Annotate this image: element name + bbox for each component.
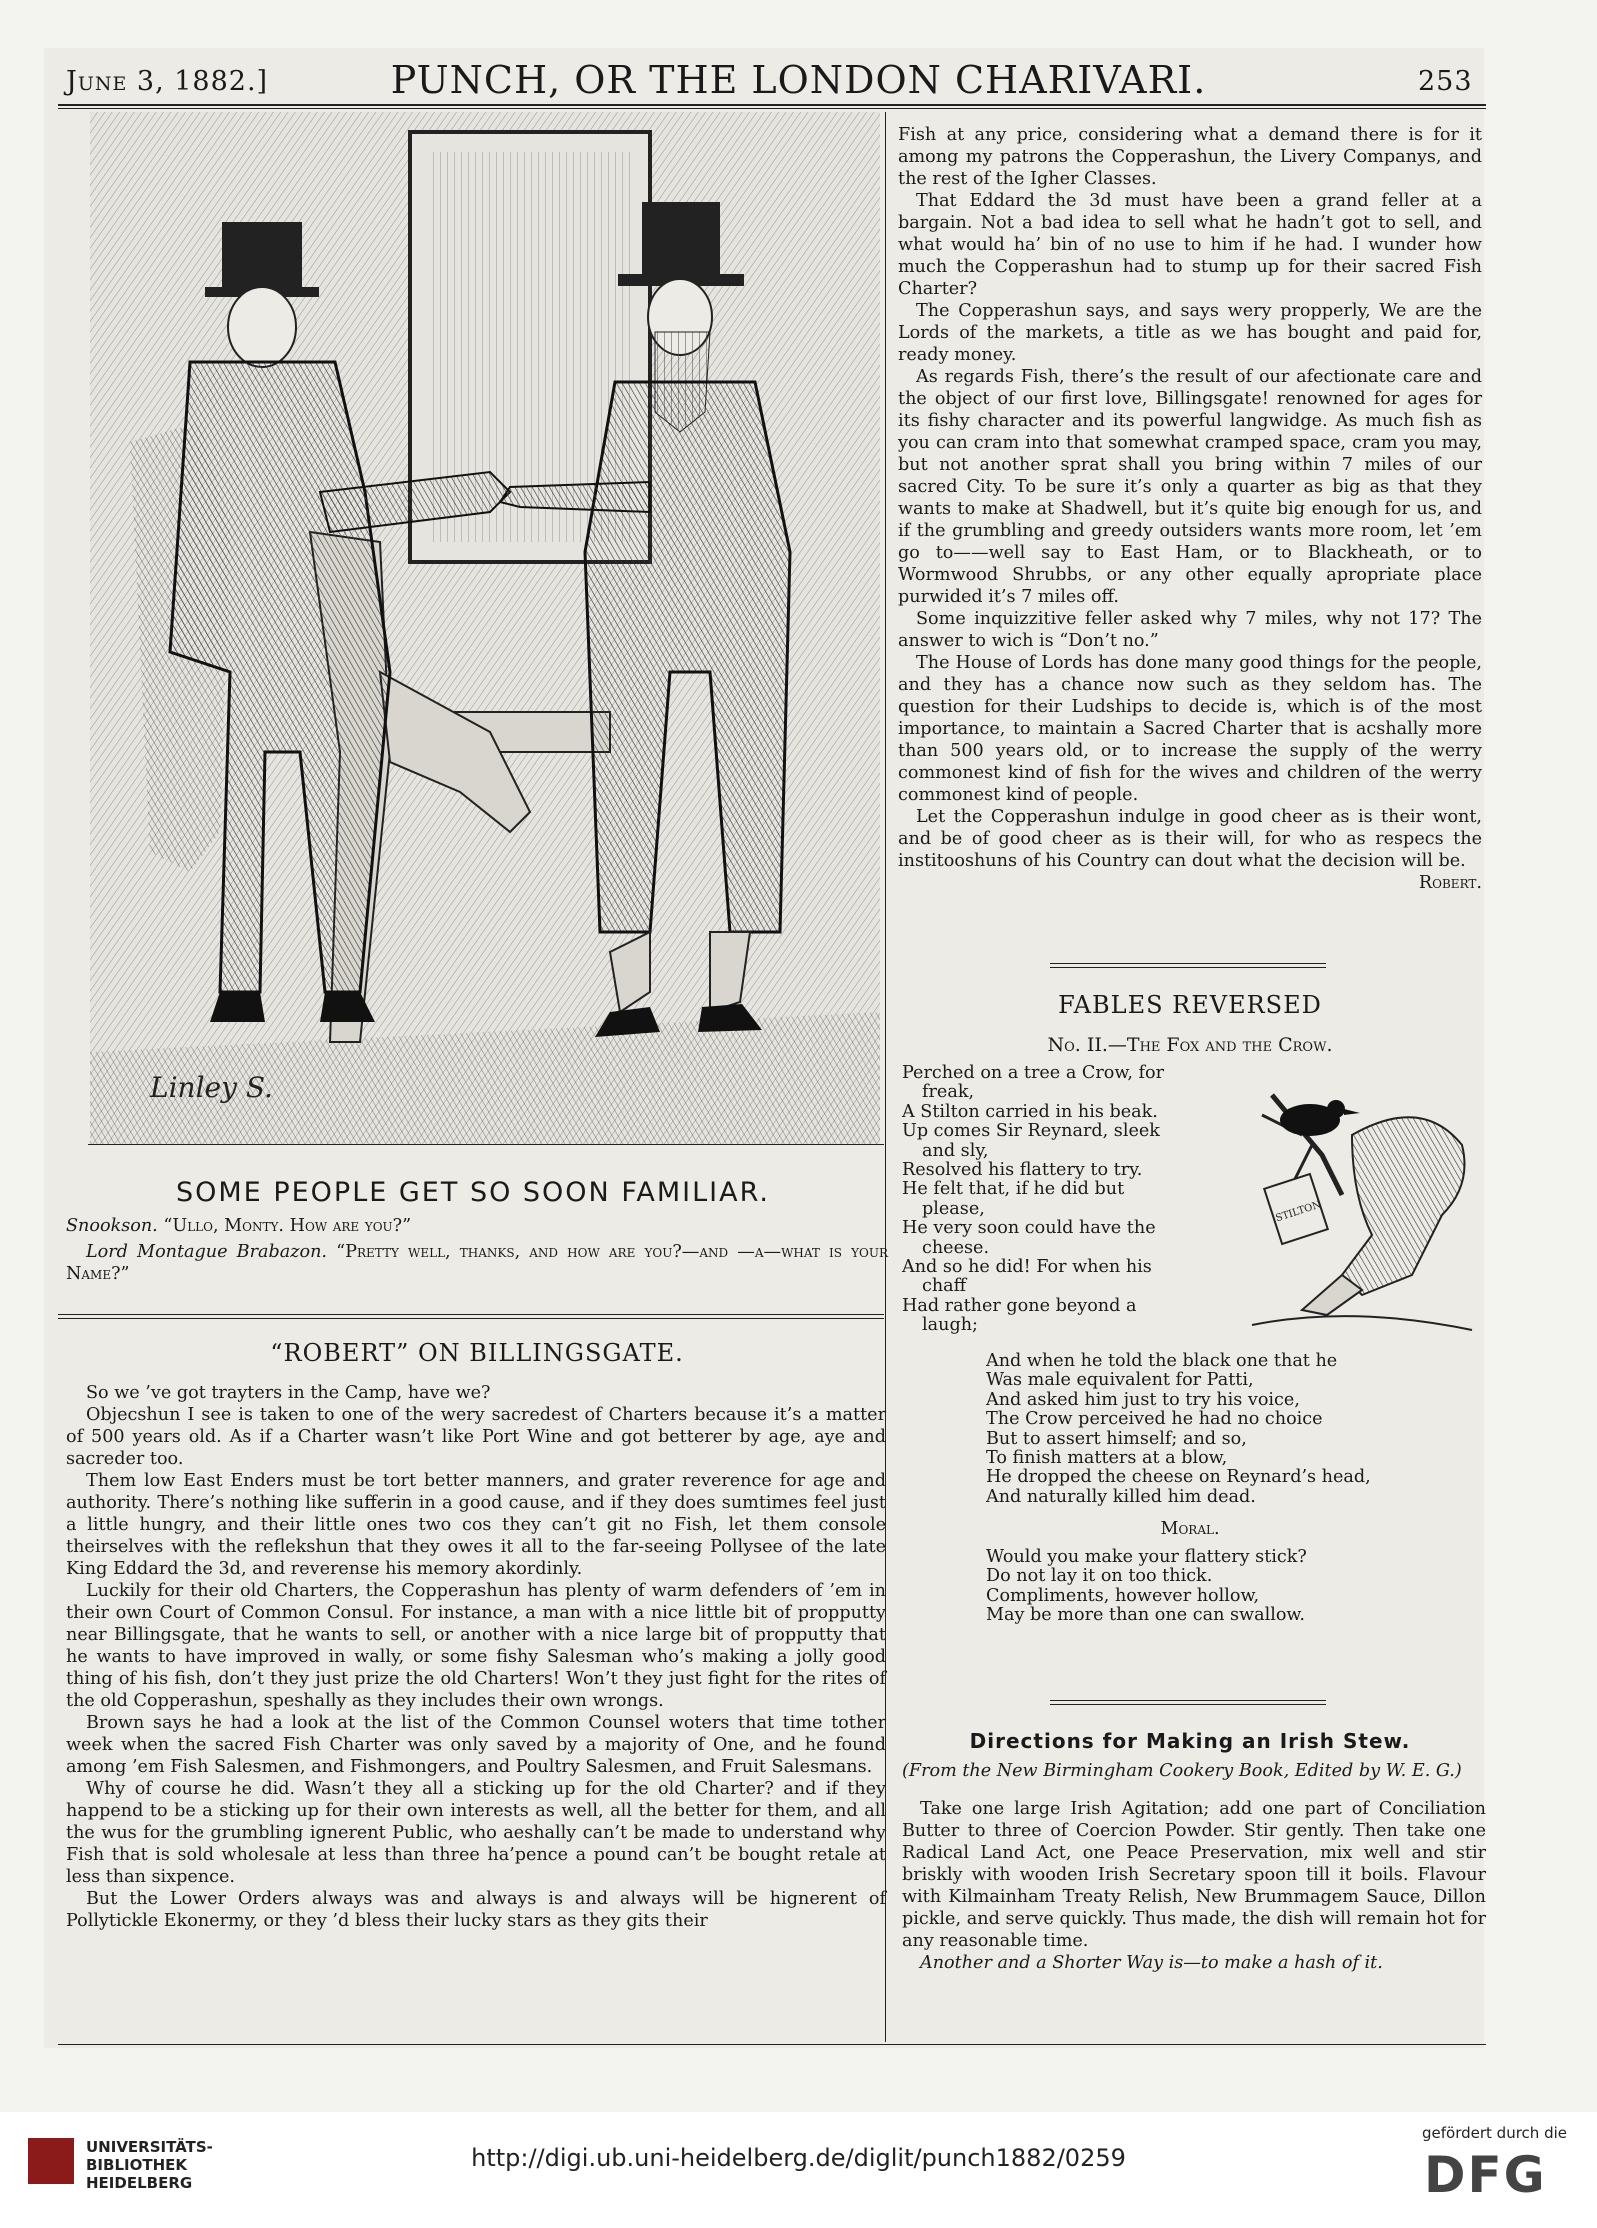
moral-line: Would you make your flattery stick?	[986, 1547, 1307, 1567]
robert-paragraph-6: Why of course he did. Wasn’t they all a sticking up for the old Charter? and if they happend to be a sticking up for their own interests as well, all the better for them, and all the wus for the grumbling ignerent Public, who aeshally can’t be made to understand why Fish that is sold wholesale at less than three ha’pence a pound can’t be bought retale at less than sixpence.	[66, 1779, 886, 1887]
speaker-snookson: Snookson.	[66, 1216, 158, 1236]
poem-line: chaff	[922, 1276, 967, 1297]
poem-line: And naturally killed him dead.	[986, 1486, 1256, 1507]
robert-paragraph-7: But the Lower Orders always was and always is and always will be hignerent of Pollytickle Ekonermy, or they ’d bless their lucky stars as they gits their	[66, 1889, 886, 1931]
library-line: UNIVERSITÄTS-	[86, 2138, 213, 2156]
page-number: 253	[1418, 66, 1473, 97]
robert-end-rule-second	[1050, 967, 1326, 968]
fables-end-rule	[1050, 1700, 1326, 1701]
poem-line: Resolved his flattery to try.	[902, 1160, 1143, 1181]
poem-line: And asked him just to try his voice,	[986, 1389, 1300, 1410]
robert-continued-paragraph-7: Let the Copperashun indulge in good cheer as is their wont, and be of good cheer as is their will, for who as respecs the institooshuns of his Country can dout what the decision will be.	[898, 807, 1482, 871]
poem-line: please,	[922, 1198, 985, 1219]
lord-montague-line: “Pretty well, thanks, and how are you?—and —a—what is your Name?”	[66, 1242, 888, 1284]
header-rule-thin	[58, 108, 1486, 109]
cartoon-drawing	[90, 112, 880, 1144]
robert-continued-paragraph-3: The Copperashun says, and says wery propperly, We are the Lords of the markets, a title as we has bought and paid for, ready money.	[898, 301, 1482, 365]
digitization-footer	[0, 2112, 1597, 2228]
artist-signature: Linley S.	[150, 1071, 273, 1104]
robert-continued-paragraph-5: Some inquizzitive feller asked why 7 miles, why not 17? The answer to wich is “Don’t no.”	[898, 609, 1482, 651]
robert-article-right	[898, 124, 1482, 894]
funding-note: gefördert durch die	[1422, 2124, 1567, 2142]
robert-paragraph-5: Brown says he had a look at the list of the Common Counsel woters that time tother week when the sacred Fish Charter was only saved by a majority of One, and he found among ’em Fish Salesmen, and Fishmongers, and Poultry Salesmen, and Fruit Salesmans.	[66, 1713, 886, 1777]
robert-paragraph-2: Objecshun I see is taken to one of the wery sacredest of Charters because it’s a matter of 500 years old. As if a Charter wasn’t like Port Wine and got betterer by age, aye and sacreder too.	[66, 1405, 886, 1469]
header-rule	[58, 104, 1486, 106]
robert-continued-paragraph-6: The House of Lords has done many good things for the people, and they has a chance now such as they seldom has. The question for their Ludships to decide is, which is of the most importance, to maintain a Sacred Charter that is acshally more than 500 years old, or to increase the supply of the werry commonest kind of fish for the wives and children of the werry commonest kind of people.	[898, 653, 1482, 805]
poem-line: laugh;	[922, 1315, 978, 1336]
dialogue-line-1	[66, 1215, 888, 1237]
poem-line: He dropped the cheese on Reynard’s head,	[986, 1467, 1371, 1488]
masthead-title: PUNCH, OR THE LONDON CHARIVARI.	[390, 58, 1207, 102]
library-line: BIBLIOTHEK	[86, 2156, 187, 2174]
poem-line: He felt that, if he did but	[902, 1179, 1125, 1200]
poem-line: A Stilton carried in his beak.	[902, 1101, 1158, 1122]
library-line: HEIDELBERG	[86, 2174, 193, 2192]
issue-date: June 3, 1882.]	[66, 66, 269, 97]
irish-stew-recipe	[902, 1798, 1486, 1974]
dfg-logo: DFG	[1424, 2146, 1547, 2204]
robert-signature: Robert.	[1418, 873, 1482, 893]
poem-line: But to assert himself; and so,	[986, 1428, 1247, 1449]
moral-line: Compliments, however hollow,	[986, 1585, 1260, 1606]
moral-line: Do not lay it on too thick.	[986, 1566, 1213, 1587]
cartoon-bottom-edge	[88, 1144, 884, 1145]
bottom-rule	[58, 2044, 1486, 2045]
moral-heading: Moral.	[1160, 1519, 1220, 1539]
fables-stanza-2	[986, 1352, 1482, 1507]
snookson-line: “Ullo, Monty. How are you?”	[163, 1216, 412, 1236]
poem-line: The Crow perceived he had no choice	[986, 1409, 1323, 1430]
poem-line: Perched on a tree a Crow, for	[902, 1063, 1165, 1083]
irish-stew-title: Directions for Making an Irish Stew.	[969, 1729, 1411, 1753]
fox-and-crow-illustration	[1232, 1075, 1482, 1345]
speaker-lord-montague: Lord Montague Brabazon.	[86, 1242, 328, 1262]
robert-end-rule	[1050, 963, 1326, 964]
fables-subtitle: No. II.—The Fox and the Crow.	[1047, 1034, 1333, 1056]
robert-continued-paragraph-4: As regards Fish, there’s the result of our afectionate care and the object of our first love, Billingsgate! renowned for ages for its fishy character and its powerful langwidge. As much fish as you can cram into that somewhat cramped space, cram you may, but not another sprat shall you bring within 7 miles of our sacred City. To be sure it’s only a quarter as big as that they wants to make at Shadwell, but it’s quite big enough for us, and if the grumbling and greedy outsiders wants more room, let ’em go to——well say to East Ham, or to Blackheath, or to Wormwood Shrubbs, or any other equally apropriate place purwided it’s 7 miles off.	[898, 367, 1482, 607]
robert-paragraph-1: So we ’ve got trayters in the Camp, have we?	[86, 1383, 491, 1403]
section-rule-second	[58, 1318, 884, 1319]
irish-stew-closing-line: Another and a Shorter Way is—to make a hash of it.	[920, 1953, 1383, 1973]
poem-line: Had rather gone beyond a	[902, 1295, 1137, 1316]
poem-line: Up comes Sir Reynard, sleek	[902, 1121, 1160, 1142]
fox-and-crow-drawing	[1232, 1075, 1482, 1345]
poem-line: freak,	[922, 1082, 975, 1103]
fables-moral	[986, 1548, 1482, 1626]
permalink-url[interactable]: http://digi.ub.uni-heidelberg.de/diglit/punch1882/0259	[471, 2144, 1126, 2172]
cartoon-dialogue	[66, 1215, 888, 1285]
poem-line: And when he told the black one that he	[986, 1351, 1338, 1371]
poem-line: cheese.	[922, 1237, 990, 1258]
moral-line: May be more than one can swallow.	[986, 1605, 1305, 1626]
section-rule	[58, 1314, 884, 1315]
poem-line: He very soon could have the	[902, 1218, 1156, 1239]
stilton-cheese-label: STILTON	[1274, 1199, 1323, 1225]
fables-title: FABLES REVERSED	[1058, 991, 1322, 1019]
robert-article-left	[66, 1382, 886, 1932]
robert-continued-paragraph-2: That Eddard the 3d must have been a grand feller at a bargain. Not a bad idea to sell what he hadn’t got to sell, and what would ha’ bin of no use to him if he had. I wunder how much the Copperashun had to stump up for their sacred Fish Charter?	[898, 191, 1482, 299]
poem-line: and sly,	[922, 1140, 989, 1161]
robert-continued-paragraph-1: Fish at any price, considering what a demand there is for it among my patrons the Copperashun, the Livery Companys, and the rest of the Igher Classes.	[898, 125, 1482, 189]
poem-line: To finish matters at a blow,	[986, 1448, 1228, 1469]
cartoon-illustration	[90, 112, 880, 1144]
poem-line: Was male equivalent for Patti,	[986, 1370, 1254, 1391]
cartoon-caption: SOME PEOPLE GET SO SOON FAMILIAR.	[176, 1177, 770, 1208]
poem-line: And so he did! For when his	[902, 1257, 1152, 1278]
robert-paragraph-3: Them low East Enders must be tort better manners, and grater reverence for age and authority. There’s nothing like sufferin in a good cause, and if they does sumtimes feel just a little hungry, and their little ones two cos they can’t git no Fish, let them console theirselves with the reflekshun that they owes it all to the far-seeing Pollysee of the late King Eddard the 3d, and reverense his memory akordinly.	[66, 1471, 886, 1579]
fables-end-rule-second	[1050, 1704, 1326, 1705]
irish-stew-body: Take one large Irish Agitation; add one part of Conciliation Butter to three of Coercion Powder. Stir gently. Then take one Radical Land Act, one Peace Preservation, mix well and stir briskly with wooden Irish Secretary spoon till it boils. Flavour with Kilmainham Treaty Relish, New Brummagem Sauce, Dillon pickle, and serve quickly. Thus made, the dish will remain hot for any reasonable time.	[902, 1799, 1486, 1951]
robert-paragraph-4: Luckily for their old Charters, the Copperashun has plenty of warm defenders of ’em in their own Court of Common Consul. For instance, a man with a nice little bit of propputty near Billingsgate, that he wants to sell, or another with a nice large bit of propputty that he wants to have improved in wally, or some fishy Salesman who’s making a jolly good thing of his fish, don’t they just prize the old Charters! Won’t they just fight for the rites of the old Copperashun, speshally as they includes their own wrongs.	[66, 1581, 886, 1711]
dialogue-line-2	[66, 1241, 888, 1285]
fables-stanza-1	[902, 1064, 1232, 1336]
robert-article-title: “ROBERT” ON BILLINGSGATE.	[270, 1339, 684, 1367]
irish-stew-source: (From the New Birmingham Cookery Book, Edited by W. E. G.)	[902, 1761, 1462, 1781]
